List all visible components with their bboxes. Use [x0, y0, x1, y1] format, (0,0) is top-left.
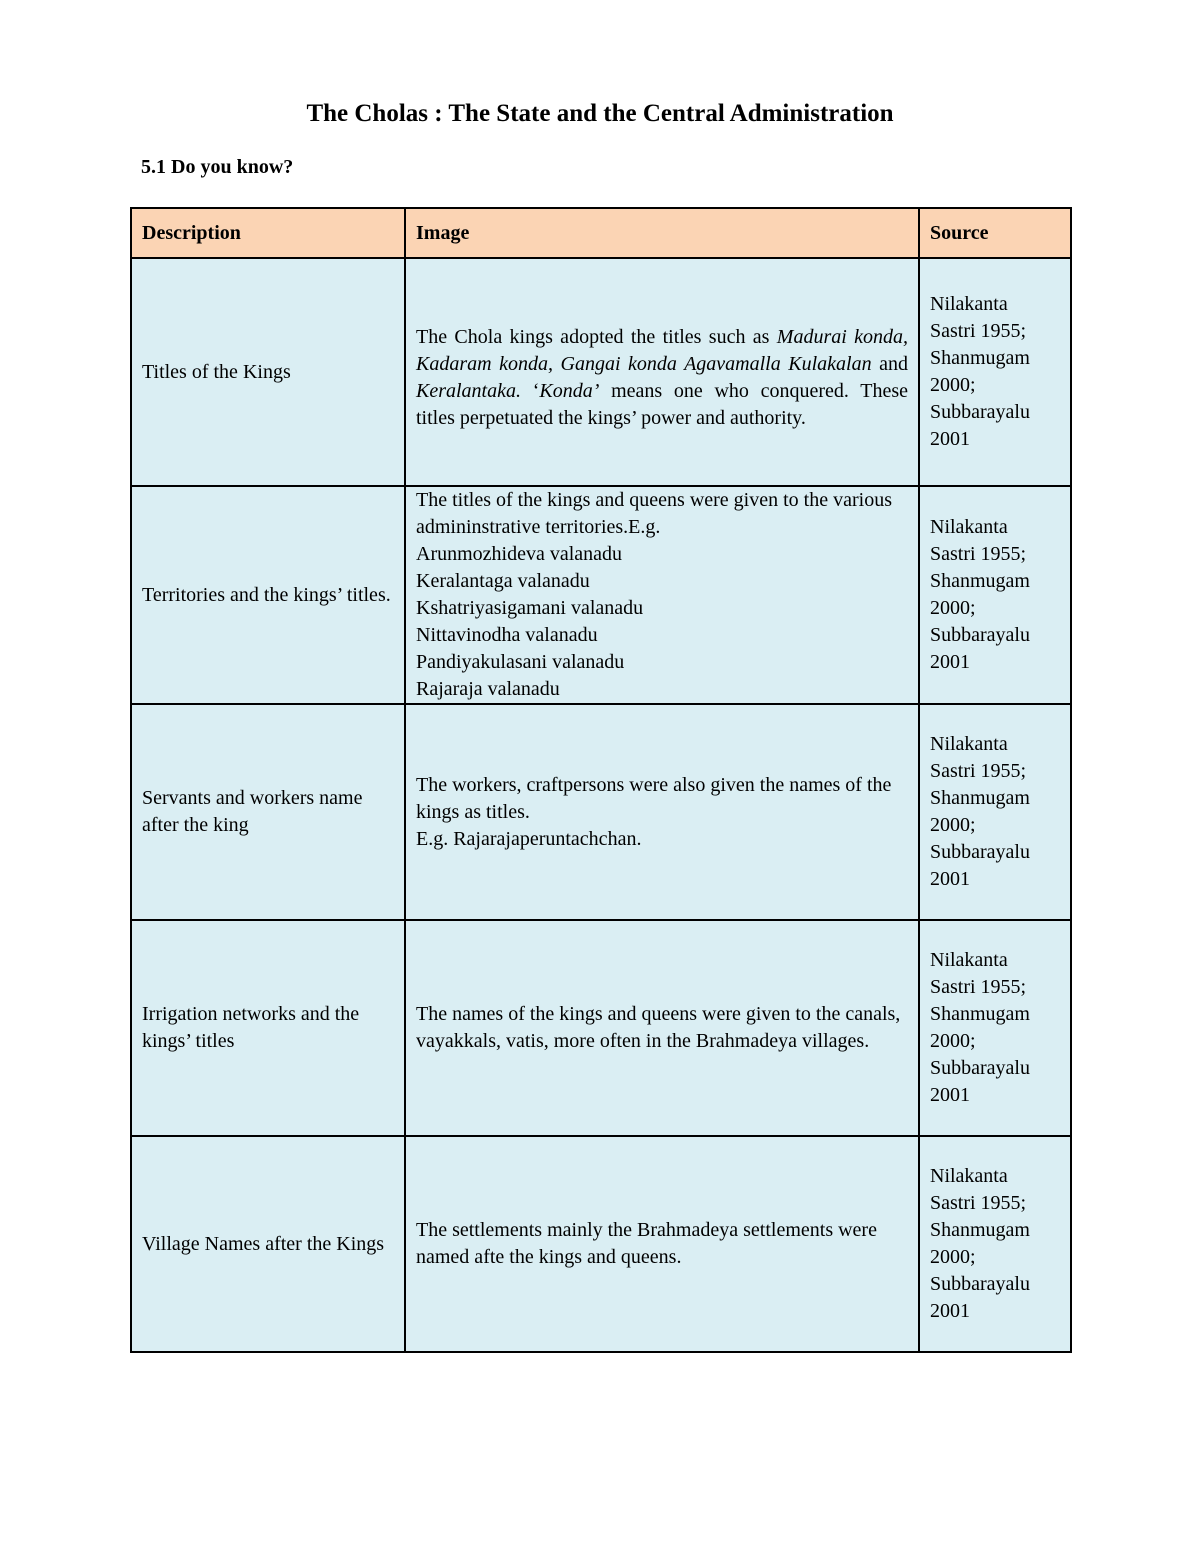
description-cell: Territories and the kings’ titles.: [131, 486, 405, 704]
image-cell: The names of the kings and queens were given to the canals, vayakkals, vatis, more often in the Brahmadeya villages.: [405, 920, 919, 1136]
source-line: 2001: [930, 1300, 970, 1322]
info-table: [130, 207, 1072, 1353]
source-line: Sastri 1955;: [930, 976, 1027, 998]
image-example: E.g. Rajarajaperuntachchan.: [416, 827, 642, 850]
source-line: Subbarayalu: [930, 624, 1030, 646]
source-line: 2001: [930, 1084, 970, 1106]
source-line: Nilakanta: [930, 733, 1008, 755]
source-line: Shanmugam: [930, 1003, 1030, 1025]
image-text: The Chola kings adopted the titles such as: [416, 326, 777, 348]
source-cell: [919, 1136, 1071, 1352]
source-line: Sastri 1955;: [930, 320, 1027, 342]
header-image: Image: [405, 208, 919, 258]
image-text: means one who conquered. These titles perpetuated the kings’ power and authority.: [416, 380, 908, 429]
source-line: Nilakanta: [930, 293, 1008, 315]
image-text-italic: Madurai konda, Kadaram konda, Gangai konda Agavamalla Kulakalan: [416, 326, 908, 375]
table-row: [131, 704, 1071, 920]
image-intro: The titles of the kings and queens were given to the various admininstrative territories.E.g.: [416, 489, 892, 538]
source-cell: [919, 258, 1071, 486]
source-cell: [919, 704, 1071, 920]
image-text-italic: Keralantaka.: [416, 380, 521, 402]
source-line: 2001: [930, 428, 970, 450]
header-description: Description: [131, 208, 405, 258]
source-line: 2000;: [930, 1246, 976, 1268]
source-line: Shanmugam: [930, 347, 1030, 369]
source-line: 2000;: [930, 1030, 976, 1052]
image-cell: [405, 258, 919, 486]
source-line: Sastri 1955;: [930, 543, 1027, 565]
source-line: 2000;: [930, 597, 976, 619]
source-line: Shanmugam: [930, 787, 1030, 809]
description-cell: Village Names after the Kings: [131, 1136, 405, 1352]
image-text: ‘: [521, 380, 540, 402]
table-header-row: [131, 208, 1071, 258]
description-cell: Irrigation networks and the kings’ titles: [131, 920, 405, 1136]
source-line: Shanmugam: [930, 570, 1030, 592]
territory-list: [416, 541, 908, 703]
section-heading: 5.1 Do you know?: [141, 156, 294, 178]
image-text-italic: Konda’: [539, 380, 600, 402]
source-line: Subbarayalu: [930, 1273, 1030, 1295]
description-cell: Servants and workers name after the king: [131, 704, 405, 920]
table-row: [131, 1136, 1071, 1352]
source-line: Nilakanta: [930, 1165, 1008, 1187]
image-cell: The settlements mainly the Brahmadeya settlements were named afte the kings and queens.: [405, 1136, 919, 1352]
source-line: 2000;: [930, 374, 976, 396]
source-line: Nilakanta: [930, 516, 1008, 538]
image-cell: [405, 704, 919, 920]
source-line: Nilakanta: [930, 949, 1008, 971]
source-line: Subbarayalu: [930, 401, 1030, 423]
source-line: Sastri 1955;: [930, 760, 1027, 782]
source-line: 2000;: [930, 814, 976, 836]
image-text: The workers, craftpersons were also given the names of the kings as titles.: [416, 773, 892, 823]
table-row: [131, 258, 1071, 486]
source-line: 2001: [930, 868, 970, 890]
list-item: Kshatriyasigamani valanadu: [416, 597, 644, 619]
image-text: and: [871, 353, 908, 375]
source-line: Shanmugam: [930, 1219, 1030, 1241]
description-cell: Titles of the Kings: [131, 258, 405, 486]
table-row: [131, 486, 1071, 704]
source-cell: [919, 920, 1071, 1136]
list-item: Arunmozhideva valanadu: [416, 543, 623, 565]
header-source: Source: [919, 208, 1071, 258]
table-row: [131, 920, 1071, 1136]
source-cell: [919, 486, 1071, 704]
source-line: Subbarayalu: [930, 841, 1030, 863]
list-item: Nittavinodha valanadu: [416, 624, 598, 646]
list-item: Pandiyakulasani valanadu: [416, 651, 625, 673]
source-line: Sastri 1955;: [930, 1192, 1027, 1214]
list-item: Keralantaga valanadu: [416, 570, 590, 592]
page-title: The Cholas : The State and the Central Administration: [306, 100, 894, 127]
source-line: 2001: [930, 651, 970, 673]
list-item: Rajaraja valanadu: [416, 678, 560, 700]
source-line: Subbarayalu: [930, 1057, 1030, 1079]
image-cell: [405, 486, 919, 704]
